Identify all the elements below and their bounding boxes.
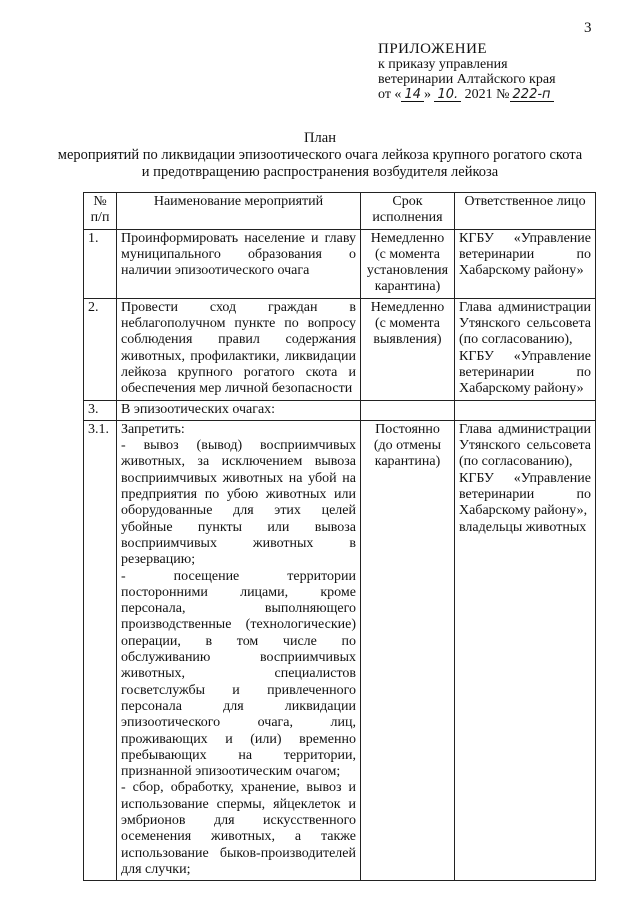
- date-day: 14: [401, 88, 424, 102]
- appendix-header: [378, 42, 556, 102]
- row-term: Немедленно (с момента выявления): [361, 298, 455, 400]
- plan-heading: [0, 130, 640, 181]
- row-name: Запретить: - вывоз (вывод) восприимчивых животных, за исключением вывоза восприимчивых животных на убой на предприятия по убою животных или оборудованные для этих целей убойные пункты или вывоза восприимчивых животных в резервацию; - посещение территории посторонними лицами, кроме персонала, выполняющего производственные (технологические) операции, в том числе по обслуживанию восприимчивых животных, специалистов госветслужбы и привлеченного персонала для ликвидации эпизоотического очага, лиц, проживающих и (или) временно пребывающих на территории, признанной эпизоотическим очагом; - сбор, обработку, хранение, вывоз и использование спермы, яйцеклеток и эмбрионов для искусственного осеменения животных, а также использование быков-производителей для случки;: [117, 420, 361, 880]
- row-term: [361, 400, 455, 420]
- appendix-title: ПРИЛОЖЕНИЕ: [378, 41, 488, 57]
- row-term: Немедленно (с момента установления карантина): [361, 229, 455, 298]
- row-responsible: КГБУ «Управление ветеринарии по Хабарскому району»: [455, 229, 596, 298]
- row-name: Проинформировать население и главу муниципального образования о наличии эпизоотического очага: [117, 229, 361, 298]
- plan-table: [83, 192, 596, 881]
- row-name: В эпизоотических очагах:: [117, 400, 361, 420]
- appendix-line-1: к приказу управления: [378, 57, 508, 72]
- row-num: 3.1.: [84, 420, 117, 880]
- date-year: 2021 №: [464, 87, 510, 102]
- table-header-row: [84, 193, 596, 230]
- row-num: 3.: [84, 400, 117, 420]
- table-row: [84, 229, 596, 298]
- order-number: 222-п: [510, 88, 554, 102]
- row-responsible: [455, 400, 596, 420]
- appendix-line-2: ветеринарии Алтайского края: [378, 72, 556, 87]
- header-name: Наименование мероприятий: [117, 193, 361, 230]
- plan-subtitle-1: мероприятий по ликвидации эпизоотического очага лейкоза крупного рогатого скота: [57, 147, 583, 163]
- appendix-date-line: [378, 87, 556, 102]
- header-term: Срок исполнения: [361, 193, 455, 230]
- row-responsible: Глава администрации Утянского сельсовета (по согласованию), КГБУ «Управление ветеринарии по Хабарскому району»: [455, 298, 596, 400]
- header-responsible: Ответственное лицо: [455, 193, 596, 230]
- table-row: [84, 420, 596, 880]
- table-row: [84, 400, 596, 420]
- table-row: [84, 298, 596, 400]
- row-name: Провести сход граждан в неблагополучном пункте по вопросу соблюдения правил содержания животных, профилактики, ликвидации лейкоза крупного рогатого скота и обеспечения мер личной безопасности: [117, 298, 361, 400]
- header-num: № п/п: [84, 193, 117, 230]
- date-mid: »: [423, 87, 431, 102]
- row-term: Постоянно (до отмены карантина): [361, 420, 455, 880]
- date-month: 10.: [434, 88, 461, 102]
- row-num: 1.: [84, 229, 117, 298]
- plan-title: План: [304, 130, 336, 146]
- row-responsible: Глава администрации Утянского сельсовета (по согласованию), КГБУ «Управление ветеринарии по Хабарскому району», владельцы животных: [455, 420, 596, 880]
- page-number: 3: [584, 20, 592, 36]
- plan-subtitle-2: и предотвращению распространения возбудителя лейкоза: [141, 164, 499, 180]
- row-num: 2.: [84, 298, 117, 400]
- date-prefix: от «: [378, 87, 402, 102]
